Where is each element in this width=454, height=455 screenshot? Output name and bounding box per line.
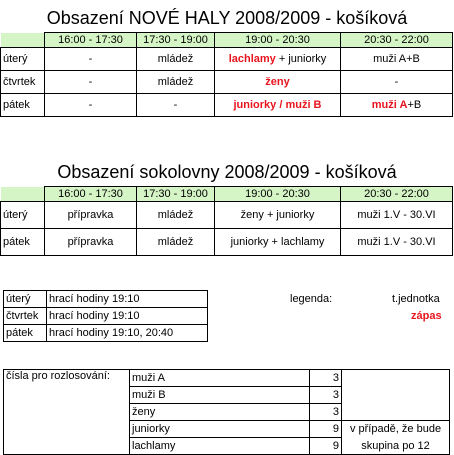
table-row bbox=[4, 291, 208, 308]
table-cell: muži 1.V - 30.VI bbox=[341, 229, 453, 256]
day-label: úterý bbox=[4, 291, 47, 308]
note-text: v případě, že bude bbox=[342, 421, 450, 438]
table-cell: - bbox=[45, 94, 137, 117]
table-cell bbox=[215, 48, 341, 71]
team-name: lachlamy bbox=[130, 438, 310, 455]
table-row bbox=[1, 94, 453, 117]
match-text: lachlamy bbox=[228, 53, 276, 65]
team-name: muži A bbox=[130, 370, 310, 387]
table-row bbox=[1, 71, 453, 94]
playing-hours-table bbox=[3, 290, 208, 342]
match-text: muži A bbox=[371, 99, 408, 111]
table-cell: muži 1.V - 30.VI bbox=[341, 202, 453, 229]
team-number: 9 bbox=[310, 421, 342, 438]
slot-header: 16:00 - 17:30 bbox=[45, 33, 137, 48]
hours-value: hrací hodiny 19:10 bbox=[47, 291, 208, 308]
note-cell bbox=[342, 370, 450, 421]
day-label: čtvrtek bbox=[1, 71, 45, 94]
slot-header: 17:30 - 19:00 bbox=[137, 187, 215, 202]
table-row bbox=[1, 229, 453, 256]
table-cell: muži A+B bbox=[341, 48, 453, 71]
team-number: 3 bbox=[310, 370, 342, 387]
team-name: juniorky bbox=[130, 421, 310, 438]
unit-text: + juniorky bbox=[275, 53, 327, 65]
slot-header: 19:00 - 20:30 bbox=[215, 33, 341, 48]
table-cell: - bbox=[341, 71, 453, 94]
table-cell: ženy bbox=[215, 71, 341, 94]
slot-header: 19:00 - 20:30 bbox=[215, 187, 341, 202]
legend-match: zápas bbox=[411, 310, 442, 322]
hall-header-row bbox=[1, 33, 453, 48]
table-cell: juniorky + lachlamy bbox=[215, 229, 341, 256]
table-row bbox=[1, 202, 453, 229]
team-name: ženy bbox=[130, 404, 310, 421]
table-row bbox=[4, 308, 208, 325]
slot-header: 20:30 - 22:00 bbox=[341, 187, 453, 202]
hall-title: Obsazení NOVÉ HALY 2008/2009 - košíková bbox=[46, 8, 408, 28]
sokol-schedule-table bbox=[0, 186, 453, 256]
day-label: úterý bbox=[1, 202, 45, 229]
note-text: skupina po 12 bbox=[342, 438, 450, 455]
unit-text: +B bbox=[407, 99, 422, 111]
draw-label: čísla pro rozlosování: bbox=[4, 370, 130, 455]
day-label: úterý bbox=[1, 48, 45, 71]
table-cell: přípravka bbox=[45, 202, 137, 229]
day-label: pátek bbox=[4, 325, 47, 342]
slot-header: 17:30 - 19:00 bbox=[137, 33, 215, 48]
table-cell: - bbox=[45, 71, 137, 94]
table-cell: mládež bbox=[137, 202, 215, 229]
corner-cell bbox=[1, 33, 45, 48]
slot-header: 20:30 - 22:00 bbox=[341, 33, 453, 48]
table-cell: mládež bbox=[137, 48, 215, 71]
day-label: čtvrtek bbox=[4, 308, 47, 325]
table-cell: juniorky / muži B bbox=[215, 94, 341, 117]
hall-schedule-table bbox=[0, 32, 453, 117]
table-cell: přípravka bbox=[45, 229, 137, 256]
legend-label: legenda: bbox=[290, 293, 333, 305]
table-cell: ženy + juniorky bbox=[215, 202, 341, 229]
draw-numbers-table bbox=[3, 369, 450, 455]
table-cell bbox=[341, 94, 453, 117]
day-label: pátek bbox=[1, 94, 45, 117]
table-row bbox=[4, 370, 450, 387]
team-number: 3 bbox=[310, 404, 342, 421]
hours-value: hrací hodiny 19:10 bbox=[47, 308, 208, 325]
slot-header: 16:00 - 17:30 bbox=[45, 187, 137, 202]
sokol-title: Obsazení sokolovny 2008/2009 - košíková bbox=[57, 162, 397, 182]
team-number: 9 bbox=[310, 438, 342, 455]
hours-value: hrací hodiny 19:10, 20:40 bbox=[47, 325, 208, 342]
table-cell: mládež bbox=[137, 71, 215, 94]
table-cell: mládež bbox=[137, 229, 215, 256]
legend-unit: t.jednotka bbox=[392, 293, 440, 305]
table-cell: - bbox=[137, 94, 215, 117]
team-name: muži B bbox=[130, 387, 310, 404]
table-cell: - bbox=[45, 48, 137, 71]
sokol-header-row bbox=[1, 187, 453, 202]
team-number: 3 bbox=[310, 387, 342, 404]
corner-cell bbox=[1, 187, 45, 202]
day-label: pátek bbox=[1, 229, 45, 256]
table-row bbox=[1, 48, 453, 71]
table-row bbox=[4, 325, 208, 342]
